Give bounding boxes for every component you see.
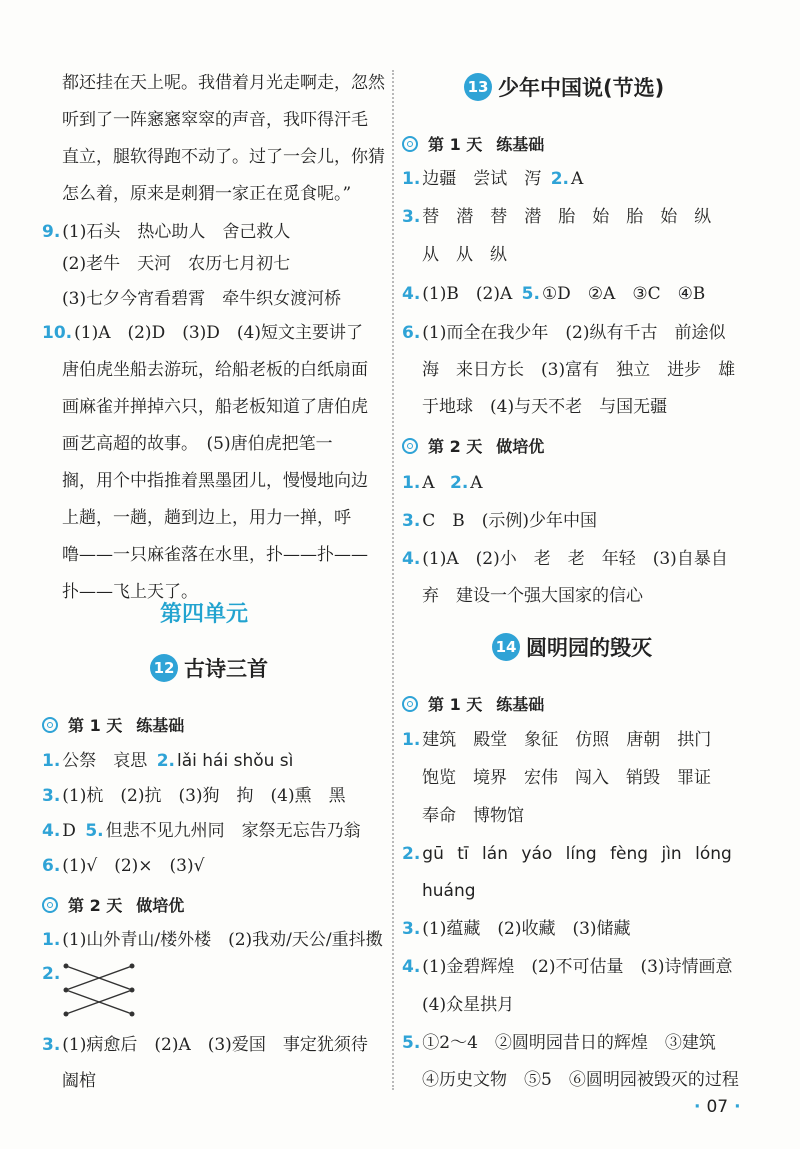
lesson-number-badge: 13: [464, 73, 492, 101]
story-line: 直立，腿软得跑不动了。过了一会儿，你猜: [62, 147, 385, 167]
answer-text: 建筑 殿堂 象征 仿照 唐朝 拱门: [422, 730, 712, 750]
day-title: 做培优: [496, 437, 545, 456]
day-title: 练基础: [136, 716, 185, 735]
day-1-heading: [402, 692, 544, 715]
question-number: 3.: [402, 207, 421, 227]
answer-line: ④历史文物 ⑤5 ⑥圆明园被毁灭的过程: [422, 1070, 739, 1090]
target-icon: [402, 696, 418, 712]
answer-row: [42, 963, 62, 985]
unit-title: 第四单元: [160, 602, 249, 627]
answer-text: 但悲不见九州同 家祭无忘告乃翁: [105, 821, 361, 841]
answer-text: (1)√ (2)× (3)√: [62, 856, 205, 876]
answer-line: 从 从 纵: [422, 245, 507, 265]
lesson-title: 少年中国说(节选): [498, 76, 665, 100]
lesson-12-heading: [150, 653, 268, 683]
question-10: [42, 322, 363, 344]
answer-text: (1)蕴藏 (2)收藏 (3)储藏: [422, 919, 631, 939]
answer-line: (4)众星拱月: [422, 995, 515, 1015]
answer-line: 海 来日方长 (3)富有 独立 进步 雄: [422, 360, 736, 380]
answer-text: A: [422, 473, 435, 493]
answer-text: C B (示例)少年中国: [422, 511, 598, 531]
answer-text: 边疆 尝试 泻: [422, 169, 542, 189]
answer-row: [402, 510, 597, 532]
answer-line: 唐伯虎坐船去游玩，给船老板的白纸扇面: [62, 360, 368, 380]
day-label: 第 1 天: [428, 695, 483, 714]
match-dot: [130, 1012, 135, 1017]
question-number: 4.: [402, 284, 421, 304]
answer-text: gū tī lán yáo líng fèng jìn lóng: [422, 844, 732, 864]
question-number: 4.: [402, 957, 421, 977]
match-dot: [64, 1012, 69, 1017]
answer-line: 饱览 境界 宏伟 闯入 销毁 罪证: [422, 768, 711, 788]
answer-line: 阖棺: [62, 1071, 96, 1091]
question-number: 2.: [156, 751, 175, 771]
answer-line: 画麻雀并掸掉六只，船老板知道了唐伯虎: [62, 397, 368, 417]
answer-row: [402, 843, 732, 865]
answer-text: (1)山外青山/楼外楼 (2)我劝/天公/重抖擞: [62, 930, 383, 950]
day-label: 第 1 天: [68, 716, 123, 735]
page-number-text: 07: [706, 1097, 729, 1117]
answer-text: (1)A (2)D (3)D (4)短文主要讲了: [74, 323, 363, 343]
answer-row: [402, 322, 725, 344]
day-1-heading: [42, 713, 184, 736]
lesson-13-heading: [464, 72, 664, 102]
question-number: 2.: [449, 473, 469, 493]
answer-line: 扑——飞上天了。: [62, 582, 198, 602]
column-divider: [392, 70, 394, 1090]
question-number: 1.: [402, 169, 421, 189]
question-number: 3.: [402, 919, 421, 939]
question-number: 2.: [42, 964, 61, 984]
answer-row: [402, 168, 583, 190]
lesson-title: 圆明园的毁灭: [526, 636, 652, 660]
answer-text: 替 潜 替 潜 胎 始 胎 始 纵: [422, 207, 712, 227]
answer-line: (3)七夕今宵看碧霄 牵牛织女渡河桥: [62, 289, 342, 309]
answer-line: 于地球 (4)与天不老 与国无疆: [422, 397, 668, 417]
answer-row: [402, 956, 733, 978]
answer-line: 奉命 博物馆: [422, 806, 524, 826]
story-line: 都还挂在天上呢。我借着月光走啊走，忽然: [62, 73, 385, 93]
question-number: 4.: [402, 549, 421, 569]
answer-line: 弃 建设一个强大国家的信心: [422, 586, 643, 606]
day-title: 练基础: [496, 695, 545, 714]
day-title: 做培优: [136, 896, 185, 915]
answer-row: [402, 206, 711, 228]
lesson-number-badge: 12: [150, 654, 178, 682]
question-9: [42, 221, 290, 243]
answer-text: A: [470, 473, 483, 493]
target-icon: [402, 136, 418, 152]
lesson-title: 古诗三首: [184, 657, 268, 681]
answer-row: [402, 472, 483, 494]
question-number: 1.: [42, 930, 61, 950]
day-1-heading: [402, 132, 544, 155]
question-number: 5.: [402, 1033, 421, 1053]
matching-lines-diagram: [62, 960, 142, 1018]
answer-line: 噜——一只麻雀落在水里，扑——扑——: [62, 545, 368, 565]
answer-row: [402, 729, 711, 751]
question-number: 2.: [402, 844, 421, 864]
answer-text: A: [571, 169, 584, 189]
question-number: 10.: [42, 323, 73, 343]
match-dot: [64, 964, 69, 969]
answer-text: (1)金碧辉煌 (2)不可估量 (3)诗情画意: [422, 957, 733, 977]
answer-row: [42, 750, 293, 772]
answer-text: ①2～4 ②圆明园昔日的辉煌 ③建筑: [422, 1033, 716, 1053]
day-label: 第 1 天: [428, 135, 483, 154]
answer-line: 画艺高超的故事。 (5)唐伯虎把笔一: [62, 434, 333, 454]
page-number: [688, 1097, 747, 1117]
question-number: 1.: [42, 751, 61, 771]
match-dot: [130, 988, 135, 993]
answer-row: [42, 820, 361, 842]
question-number: 6.: [42, 856, 61, 876]
answer-text: ①D ②A ③C ④B: [541, 284, 706, 304]
answer-row: [402, 283, 705, 305]
day-label: 第 2 天: [428, 437, 483, 456]
question-number: 9.: [42, 222, 61, 242]
answer-text: (1)杭 (2)抗 (3)狗 拘 (4)熏 黑: [62, 786, 346, 806]
match-dot: [64, 988, 69, 993]
answer-text: (1)B (2)A: [422, 284, 513, 304]
question-number: 6.: [402, 323, 421, 343]
answer-row: [402, 918, 631, 940]
question-number: 4.: [42, 821, 61, 841]
question-number: 3.: [402, 511, 421, 531]
answer-row: [42, 1034, 368, 1056]
answer-line: huáng: [422, 881, 476, 901]
answer-text: lǎi hái shǒu sì: [177, 751, 294, 771]
answer-text: (1)A (2)小 老 老 年轻 (3)自暴自: [422, 549, 728, 569]
dot-icon: ·: [694, 1097, 701, 1117]
question-number: 5.: [85, 821, 104, 841]
answer-row: [42, 855, 204, 877]
story-line: 听到了一阵窸窸窣窣的声音，我吓得汗毛: [62, 110, 368, 130]
question-number: 2.: [550, 169, 569, 189]
answer-text: (1)病愈后 (2)A (3)爱国 事定犹须待: [62, 1035, 368, 1055]
target-icon: [42, 717, 58, 733]
lesson-number-badge: 14: [492, 633, 520, 661]
question-number: 1.: [402, 730, 421, 750]
answer-row: [42, 785, 346, 807]
lesson-14-heading: [492, 632, 652, 662]
question-number: 3.: [42, 1035, 61, 1055]
answer-line: 上趟，一趟，趟到边上，用力一掸，呼: [62, 508, 351, 528]
answer-text: (1)石头 热心助人 舍己救人: [62, 222, 291, 242]
target-icon: [42, 897, 58, 913]
question-number: 3.: [42, 786, 61, 806]
answer-line: 搁，用个中指推着黑墨团儿，慢慢地向边: [62, 471, 368, 491]
story-line: 怎么着，原来是刺猬一家正在觅食呢。”: [62, 184, 352, 204]
day-label: 第 2 天: [68, 896, 123, 915]
match-dot: [130, 964, 135, 969]
dot-icon: ·: [734, 1097, 741, 1117]
day-2-heading: [402, 434, 544, 457]
answer-row: [402, 1032, 716, 1054]
question-number: 1.: [402, 473, 421, 493]
day-2-heading: [42, 893, 184, 916]
answer-row: [402, 548, 728, 570]
answer-row: [42, 929, 383, 951]
answer-text: 公祭 哀思: [62, 751, 148, 771]
answer-text: D: [62, 821, 76, 841]
target-icon: [402, 438, 418, 454]
day-title: 练基础: [496, 135, 545, 154]
question-number: 5.: [521, 284, 540, 304]
answer-text: (1)而全在我少年 (2)纵有千古 前途似: [422, 323, 726, 343]
answer-line: (2)老牛 天河 农历七月初七: [62, 254, 291, 274]
